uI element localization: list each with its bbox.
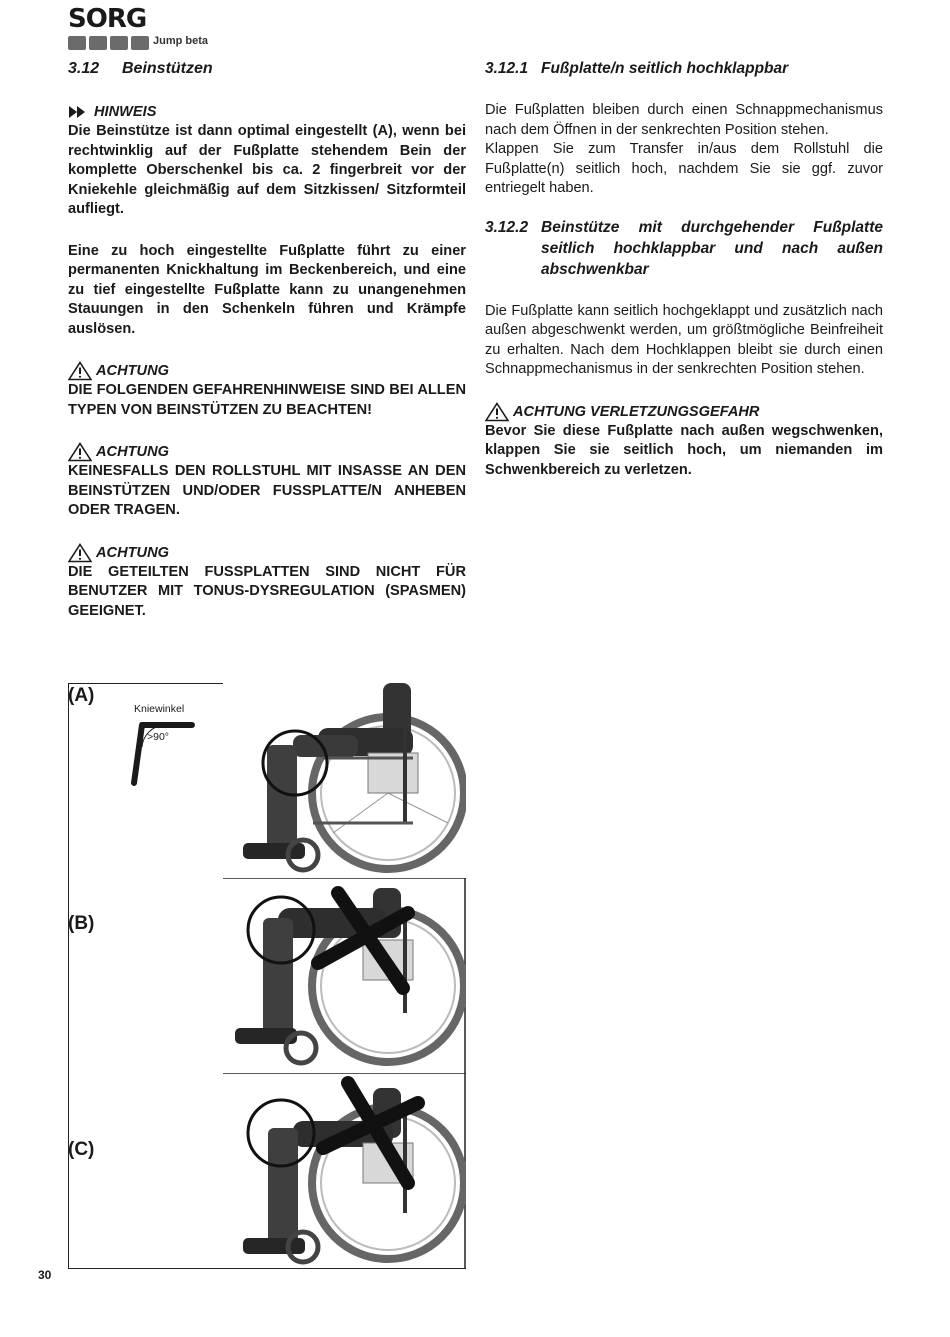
- section-heading: [68, 58, 466, 80]
- warning-triangle-icon: [68, 543, 92, 563]
- warning-label: ACHTUNG: [96, 544, 169, 561]
- warning-label-row: [68, 543, 466, 563]
- wheelchair-too-high-illustration: [223, 878, 466, 1073]
- warning-label-row: [68, 442, 466, 462]
- warning-triangle-icon: [68, 361, 92, 381]
- subsection-title: Fußplatte/n seitlich hochklappbar: [541, 60, 789, 77]
- sorg-logo: [68, 6, 150, 48]
- hinweis-text: Die Beinstütze ist dann optimal eingestellt (A), wenn bei rechtwinklig auf der Fußplatte stehendem Bein der komplette Oberschenkel bis ca. 2 fingerbreit vor der Kniekehle gleichmäßig auf dem Sitzkissen/ Sitzformteil aufliegt.: [68, 123, 466, 217]
- warning-text: DIE GETEILTEN FUSSPLATTEN SIND NICHT FÜR BENUTZER MIT TONUS-DYSREGULATION (SPASMEN) GEEIGNET.: [68, 563, 466, 619]
- warning-triangle-icon: [485, 402, 509, 422]
- subsection-heading: [485, 58, 883, 79]
- fussplatte-paragraph: Eine zu hoch eingestellte Fußplatte führt zu einer permanenten Knickhaltung im Beckenbereich, und eine zu tief eingestellte Fußplatte kann zu unangenehmen Stauungen in den Schenkeln führen und Krämpfe auslösen.: [68, 242, 466, 337]
- subsection-number: 3.12.2: [485, 218, 529, 236]
- body-text: Die Fußplatten bleiben durch einen Schnappmechanismus nach dem Öffnen in der senkrechten Position stehen.: [485, 102, 883, 138]
- subsection-title: Beinstütze mit durchgehender Fußplatte seitlich hochklappbar und nach außen abschwenkbar: [541, 218, 883, 278]
- product-name: Jump beta: [153, 35, 209, 47]
- subsection-number: 3.12.1: [485, 60, 529, 77]
- warning-label: ACHTUNG: [96, 363, 169, 379]
- warning-label-row: [68, 361, 466, 381]
- label-a: (A): [68, 685, 95, 706]
- double-arrow-icon: [68, 105, 90, 119]
- knee-angle-label: Kniewinkel: [134, 703, 185, 715]
- body-text: Die Fußplatte kann seitlich hochgeklappt und zusätzlich nach außen abgeschwenkt werden, um größtmögliche Beinfreiheit zu erhalten. Nach dem Hochklappen bleibt sie durch einen Schnappmechanismus in der senkrechten Position stehen.: [485, 302, 883, 377]
- warning-label: ACHTUNG: [96, 444, 169, 460]
- warning-label: ACHTUNG VERLETZUNGSGEFAHR: [513, 403, 760, 420]
- logo-blocks: [68, 36, 149, 50]
- angle-value: >90°: [147, 731, 170, 743]
- left-column: [68, 58, 466, 621]
- warning-text: Bevor Sie diese Fußplatte nach außen wegschwenken, klappen Sie sie seitlich hoch, um niemanden im Schwenkbereich zu verletzen.: [485, 422, 883, 478]
- hinweis-label: HINWEIS: [94, 104, 157, 120]
- subsection-heading: [485, 217, 883, 280]
- warning-text: DIE FOLGENDEN GEFAHRENHINWEISE SIND BEI ALLEN TYPEN VON BEINSTÜTZEN ZU BEACHTEN!: [68, 382, 466, 418]
- knee-angle-icon: [128, 717, 198, 787]
- wheelchair-too-low-illustration: [223, 1073, 466, 1268]
- hinweis-label-row: [68, 102, 466, 122]
- section-number: 3.12: [68, 60, 100, 77]
- label-c: (C): [68, 1139, 95, 1160]
- body-text: Klappen Sie zum Transfer in/aus dem Rollstuhl die Fußplatte(n) seitlich hoch, nachdem Sie sie ggf. zuvor entriegelt haben.: [485, 141, 883, 196]
- wheelchair-correct-illustration: [223, 683, 466, 878]
- logo-wordmark: SORG: [68, 4, 147, 34]
- warning-label-row: [485, 402, 883, 422]
- section-title: Beinstützen: [122, 60, 213, 77]
- right-column: [485, 58, 883, 480]
- warning-triangle-icon: [68, 442, 92, 462]
- warning-text: KEINESFALLS DEN ROLLSTUHL MIT INSASSE AN DEN BEINSTÜTZEN UND/ODER FUSSPLATTE/N ANHEBEN ODER TRAGEN.: [68, 463, 466, 518]
- label-b: (B): [68, 913, 95, 934]
- page-number: 30: [38, 1268, 52, 1282]
- legrest-figure: [68, 683, 466, 1269]
